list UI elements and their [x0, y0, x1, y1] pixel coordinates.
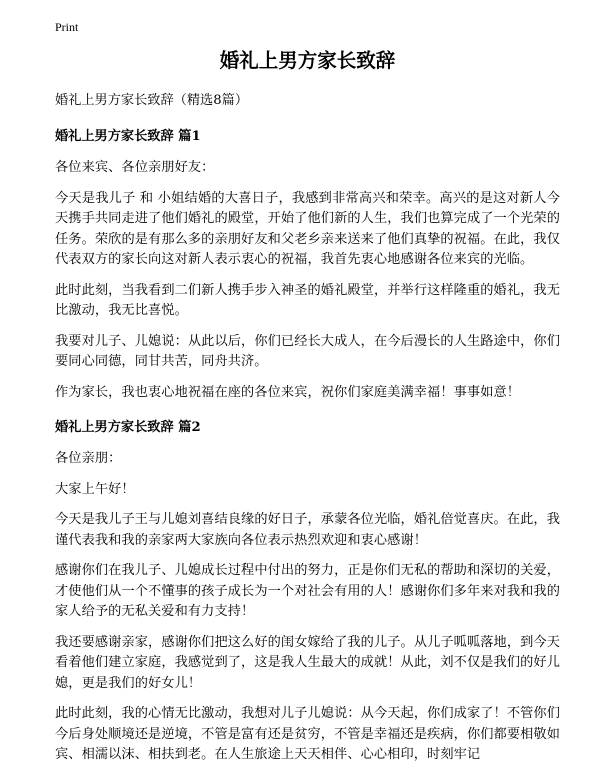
paragraph: 我要对儿子、儿媳说：从此以后，你们已经长大成人，在今后漫长的人生路途中，你们要同心同德，同甘共苦，同舟共济。 [55, 333, 560, 369]
page-title: 婚礼上男方家长致辞 [219, 49, 396, 72]
paragraph: 此时此刻，当我看到二们新人携手步入神圣的婚礼殿堂，并举行这样隆重的婚礼，我无比激动，我无比喜悦。 [55, 282, 560, 318]
paragraph: 今天是我儿子 和 小姐结婚的大喜日子，我感到非常高兴和荣幸。高兴的是这对新人今天携手共同走进了他们婚礼的殿堂，开始了他们新的人生，我们也算完成了一个光荣的任务。荣欣的是有那么多的亲朋好友和父老乡亲来送来了他们真挚的祝福。在此，我仅代表双方的家长向这对新人表示衷心的祝福，我首先衷心地感谢各位来宾的光临。 [55, 190, 560, 267]
paragraph: 作为家长，我也衷心地祝福在座的各位来宾，祝你们家庭美满幸福！事事如意！ [55, 384, 521, 400]
paragraph: 感谢你们在我儿子、儿媳成长过程中付出的努力，正是你们无私的帮助和深切的关爱，才使他们从一个不懂事的孩子成长为一个对社会有用的人！感谢你们多年来对我和我的家人给予的无私关爱和有力支持！ [55, 563, 560, 619]
paragraph: 我还要感谢亲家，感谢你们把这么好的闺女嫁给了我的儿子。从儿子呱呱落地，到今天看着他们建立家庭，我感觉到了，这是我人生最大的成就！从此，刘不仅是我们的好儿媳，更是我们的好女儿！ [55, 634, 560, 691]
section-heading: 婚礼上男方家长致辞 篇1 [55, 129, 201, 144]
paragraph: 各位亲朋： [55, 451, 122, 466]
paragraph: 各位来宾、各位亲朋好友： [55, 160, 215, 175]
paragraph: 此时此刻，我的心情无比激动，我想对儿子儿媳说：从今天起，你们成家了！不管你们今后身处顺境还是逆境，不管是富有还是贫穷，不管是幸福还是疾病，你们都要相敬如宾、相濡以沫、相扶到老。在人生旅途上天天相伴、心心相印，时刻牢记 [55, 706, 560, 762]
document-body [55, 48, 560, 766]
section-2 [55, 417, 560, 766]
document-subtitle: 婚礼上男方家长致辞（精选8篇） [55, 93, 249, 108]
section-heading: 婚礼上男方家长致辞 篇2 [55, 420, 201, 435]
paragraph: 今天是我儿子王与儿媳刘喜结良缘的好日子，承蒙各位光临，婚礼倍觉喜庆。在此，我谨代表我和我的亲家两大家族向各位表示热烈欢迎和衷心感谢！ [55, 512, 560, 548]
paragraph: 大家上午好！ [55, 481, 135, 497]
print-link[interactable]: Print [55, 20, 79, 34]
section-1 [55, 126, 560, 403]
